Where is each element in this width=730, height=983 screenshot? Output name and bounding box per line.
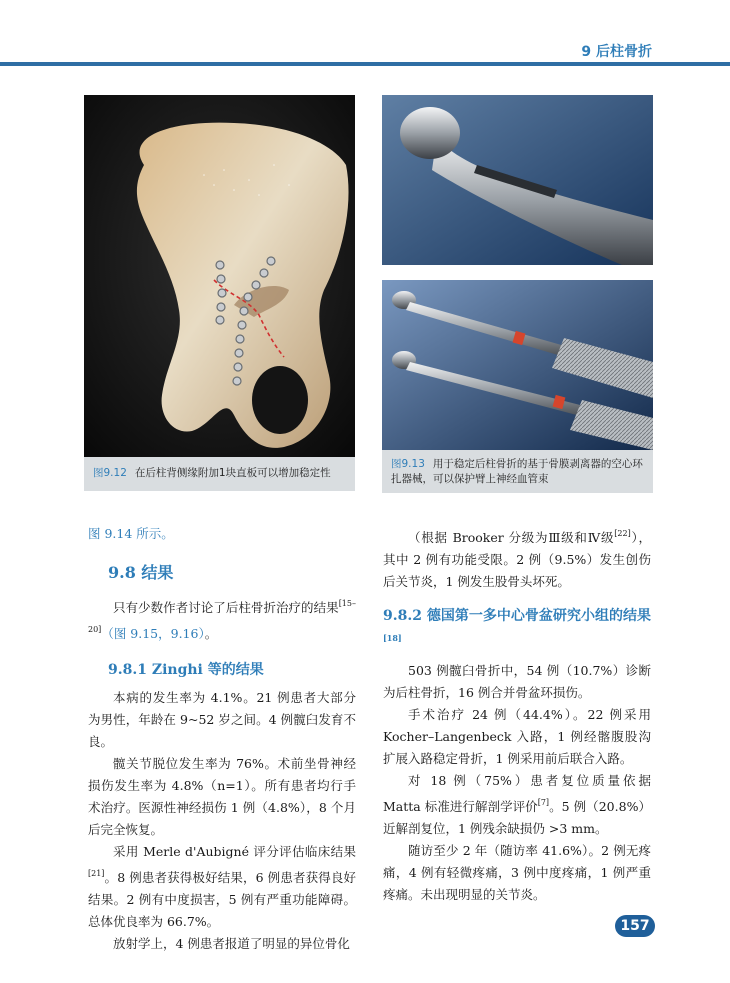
left-column xyxy=(88,523,356,955)
citation: [15–20] xyxy=(88,599,356,634)
paragraph: 随访至少 2 年（随访率 41.6%）。2 例无疼痛，4 例有轻微疼痛，3 例中度疼痛，1 例严重疼痛。未出现明显的关节炎。 xyxy=(383,843,651,902)
paragraph: 手术治疗 24 例（44.4%）。22 例采用 Kocher–Langenbeck 入路，1 例经髂腹股沟扩展入路稳定骨折，1 例采用前后联合入路。 xyxy=(383,707,651,766)
header-rule xyxy=(0,62,730,66)
citation: [18] xyxy=(383,633,402,643)
citation: [22] xyxy=(614,529,631,538)
figure-9-12-image xyxy=(84,95,355,457)
subsection-heading-german-group: 9.8.2 德国第一多中心骨盆研究小组的结果[18] xyxy=(383,608,651,643)
citation: [21] xyxy=(88,869,105,878)
subsection-heading-zinghi: 9.8.1 Zinghi 等的结果 xyxy=(108,662,264,678)
section-heading-results: 9.8 结果 xyxy=(108,563,174,582)
paragraph: 髋关节脱位发生率为 76%。术前坐骨神经损伤发生率为 4.8%（n=1）。所有患者均行手术治疗。医源性神经损伤 1 例（4.8%），8 个月后完全恢复。 xyxy=(88,756,356,837)
figure-reference: （图 9.15，9.16） xyxy=(101,626,205,641)
paragraph: 本病的发生率为 4.1%。21 例患者大部分为男性，年龄在 9~52 岁之间。4 例髋臼发育不良。 xyxy=(88,690,356,749)
paragraph: 对 18 例（75%）患者复位质量依据 Matta 标准进行解剖学评价[7]。5 例（20.8%）近解剖复位，1 例残余缺损仍 >3 mm。 xyxy=(383,773,651,836)
paragraph: 放射学上，4 例患者报道了明显的异位骨化 xyxy=(113,936,350,951)
caption-text: 在后柱背侧缘附加1块直板可以增加稳定性 xyxy=(134,467,331,479)
chapter-header: 9 后柱骨折 xyxy=(581,44,652,60)
citation: [7] xyxy=(537,798,550,807)
right-column xyxy=(383,523,651,906)
paragraph: 只有少数作者讨论了后柱骨折治疗的结果[15–20]（图 9.15，9.16）。 xyxy=(88,599,356,641)
figure-9-12-caption xyxy=(84,457,355,491)
figure-9-13-caption xyxy=(382,450,653,493)
paragraph xyxy=(88,523,356,545)
page-number: 157 xyxy=(615,915,655,937)
paragraph: （根据 Brooker 分级为Ⅲ级和Ⅳ级[22]），其中 2 例有功能受限。2 例（9.5%）发生创伤后关节炎，1 例发生股骨头坏死。 xyxy=(383,529,651,589)
paragraph: 采用 Merle d'Aubigné 评分评估临床结果[21]。8 例患者获得极好结果，6 例患者获得良好结果。2 例有中度损害，5 例有严重功能障碍。总体优良率为 66.7%。 xyxy=(88,844,356,929)
figure-number: 图9.12 xyxy=(93,467,127,479)
caption-text: 用于稳定后柱骨折的基于骨膜剥离器的空心环扎器械，可以保护臂上神经血管束 xyxy=(391,458,643,485)
figure-reference: 图 9.14 所示。 xyxy=(88,526,174,541)
figure-9-13-top-image xyxy=(382,95,653,265)
paragraph: 503 例髋臼骨折中，54 例（10.7%）诊断为后柱骨折，16 例合并骨盆环损伤。 xyxy=(383,663,651,700)
figure-number: 图9.13 xyxy=(391,458,425,470)
figure-9-13-bottom-image xyxy=(382,280,653,450)
